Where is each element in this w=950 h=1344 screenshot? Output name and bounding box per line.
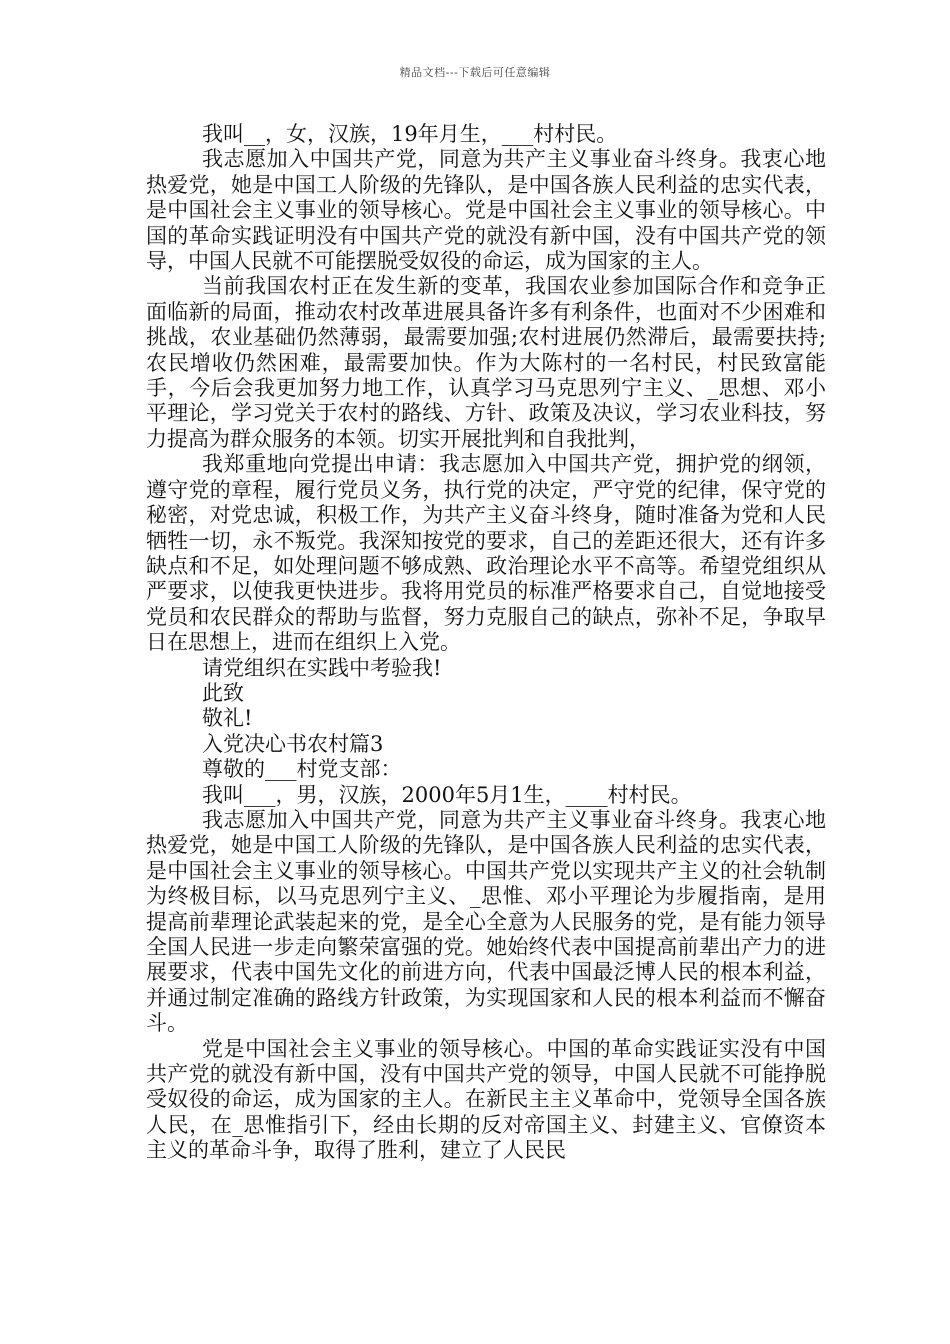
paragraph: 请党组织在实践中考验我!: [202, 655, 442, 680]
paragraph: 我志愿加入中国共产党，同意为共产主义事业奋斗终身。我衷心地热爱党，她是中国工人阶级的先锋队，是中国各族人民利益的忠实代表，是中国社会主义事业的领导核心。中国共产党以实现共产主义的社会轨制为终极目标，以马克思列宁主义、_思惟、邓小平理论为步履指南，是用提高前辈理论武装起来的党，是全心全意为人民服务的党，是有能力领导全国人民进一步走向繁荣富强的党。她始终代表中国提高前辈出产力的进展要求，代表中国先文化的前进方向，代表中国最泛博人民的根本利益，并通过制定准确的路线方针政策，为实现国家和人民的根本利益而不懈奋斗。: [146, 807, 826, 1036]
paragraph: 当前我国农村正在发生新的变革，我国农业参加国际合作和竞争正面临新的局面，推动农村改革进展具备许多有利条件，也面对不少困难和挑战，农业基础仍然薄弱，最需要加强;农村进展仍然滞后，最需要扶持;农民增收仍然困难，最需要加快。作为大陈村的一名村民，村民致富能手，今后会我更加努力地工作，认真学习马克思列宁主义、_思想、邓小平理论，学习党关于农村的路线、方针、政策及决议，学习农业科技，努力提高为群众服务的本领。切实开展批判和自我批判，: [146, 274, 826, 451]
salutation: 尊敬的___村党支部：: [202, 757, 402, 782]
paragraph: 我叫__，女，汉族，19年月生，___村村民。: [202, 122, 618, 146]
closing-line: 敬礼!: [202, 706, 253, 731]
paragraph: 我叫___，男，汉族，2000年5月1生，____村村民。: [202, 782, 692, 807]
closing-line: 此致: [202, 680, 244, 705]
paragraph: 我志愿加入中国共产党，同意为共产主义事业奋斗终身。我衷心地热爱党，她是中国工人阶级的先锋队，是中国各族人民利益的忠实代表，是中国社会主义事业的领导核心。党是中国社会主义事业的领导核心。中国的革命实践证明没有中国共产党的就没有新中国，没有中国共产党的领导，中国人民就不可能摆脱受奴役的命运，成为国家的主人。: [146, 147, 826, 274]
paragraph: 党是中国社会主义事业的领导核心。中国的革命实践证实没有中国共产党的就没有新中国，没有中国共产党的领导，中国人民就不可能挣脱受奴役的命运，成为国家的主人。在新民主主义革命中，党领导全国各族人民，在_思惟指引下，经由长期的反对帝国主义、封建主义、官僚资本主义的革命斗争，取得了胜利，建立了人民民: [146, 1036, 826, 1163]
section-title: 入党决心书农村篇3: [202, 731, 384, 756]
document-body: [146, 122, 826, 1164]
page-header: 精品文档---下载后可任意编辑: [399, 66, 551, 79]
paragraph: 我郑重地向党提出申请：我志愿加入中国共产党，拥护党的纲领，遵守党的章程，履行党员义务，执行党的决定，严守党的纪律，保守党的秘密，对党忠诚，积极工作，为共产主义奋斗终身，随时准备为党和人民牺牲一切，永不叛党。我深知按党的要求，自己的差距还很大，还有许多缺点和不足，如处理问题不够成熟、政治理论水平不高等。希望党组织从严要求，以使我更快进步。我将用党员的标准严格要求自己，自觉地接受党员和农民群众的帮助与监督，努力克服自己的缺点，弥补不足，争取早日在思想上，进而在组织上入党。: [146, 452, 826, 655]
